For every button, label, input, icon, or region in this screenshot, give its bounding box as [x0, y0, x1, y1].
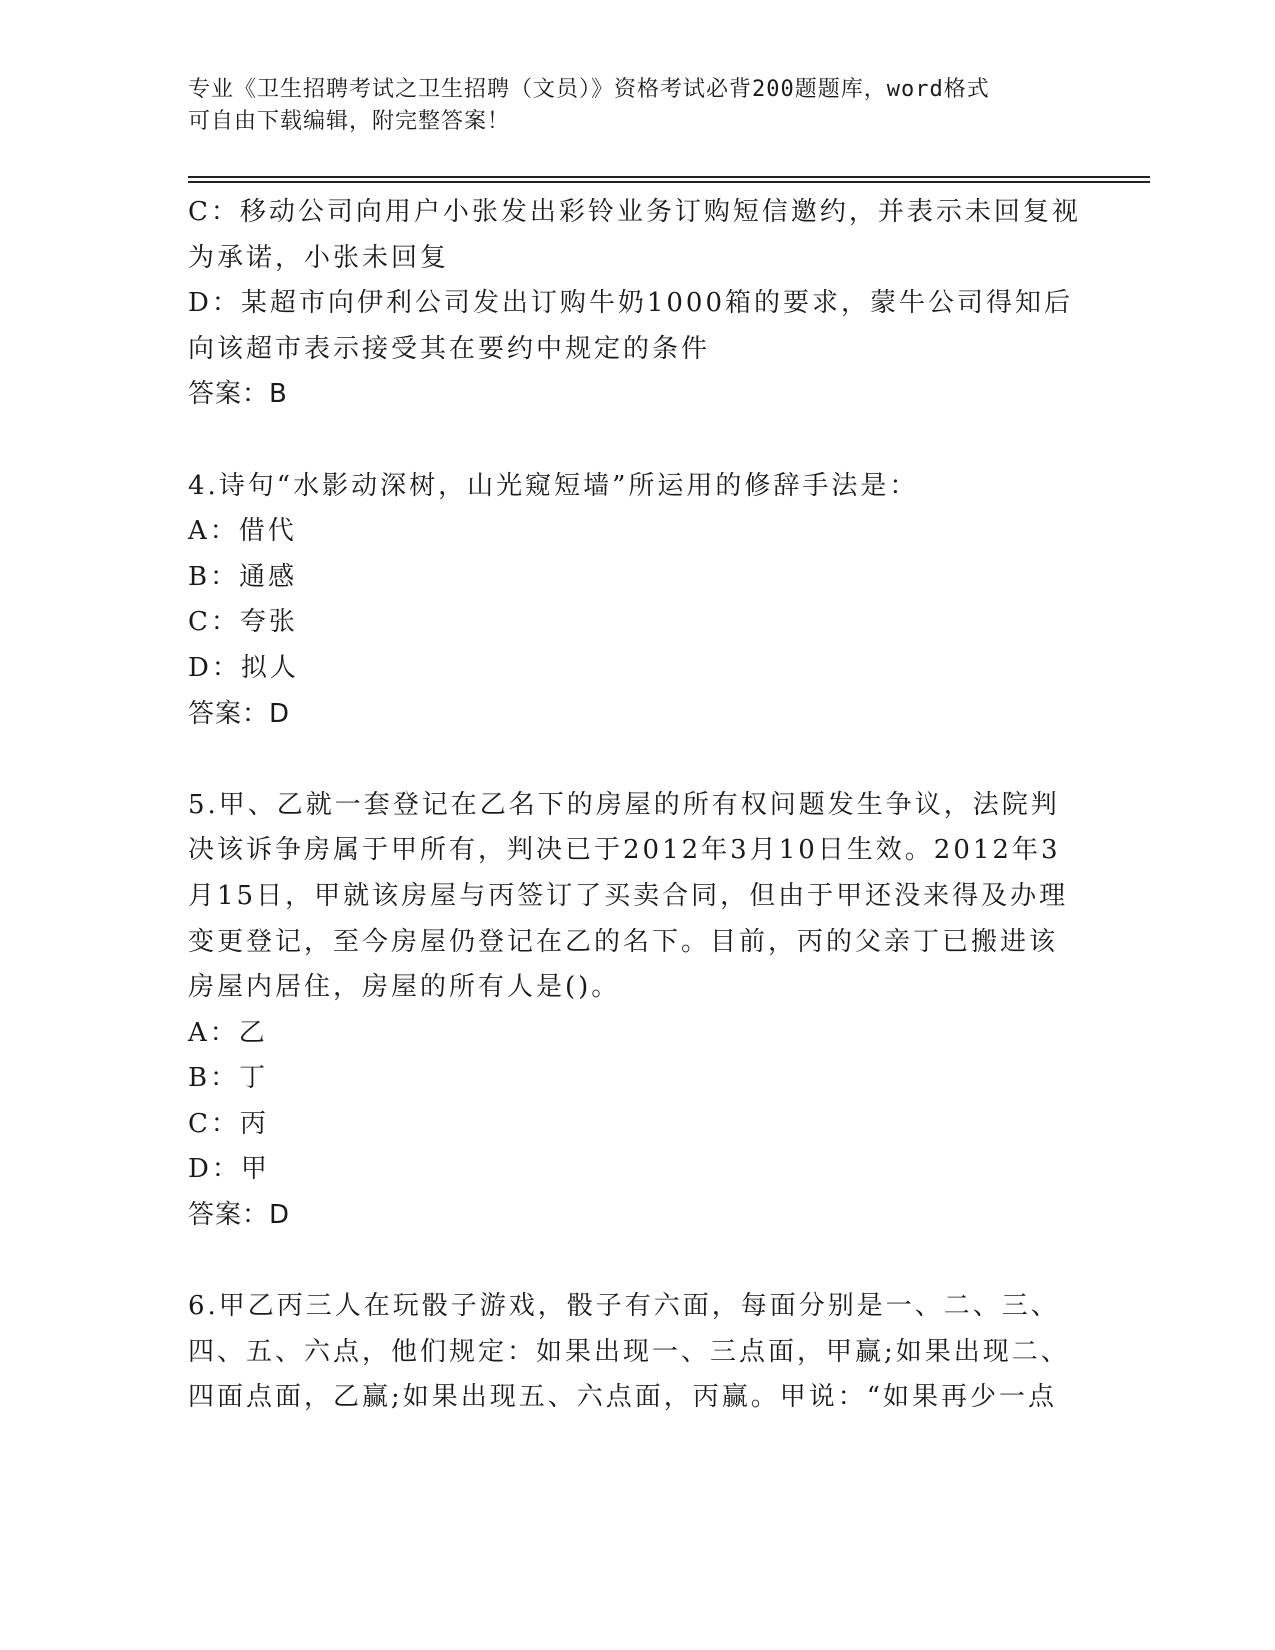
q4-option-c: C：夸张: [188, 607, 298, 638]
q3-option-d-line-2: 向该超市表示接受其在要约中规定的条件: [188, 333, 711, 364]
page-header: [188, 74, 1068, 138]
q5-stem-line-5: 房屋内居住，房屋的所有人是()。: [188, 972, 621, 1003]
q4-option-a: A：借代: [188, 516, 297, 547]
q6-stem-line-3: 四面点面，乙赢;如果出现五、六点面，丙赢。甲说：“如果再少一点: [188, 1382, 1058, 1413]
q5-option-c: C：丙: [188, 1108, 269, 1139]
header-line-1: 专业《卫生招聘考试之卫生招聘（文员）》资格考试必背200题题库，word格式: [188, 77, 990, 102]
spacer: [188, 737, 1088, 783]
q5-stem-line-3: 月15日，甲就该房屋与丙签订了买卖合同，但由于甲还没来得及办理: [188, 880, 1069, 911]
q3-option-c-line-2: 为承诺，小张未回复: [188, 242, 450, 273]
q6-stem-line-2: 四、五、六点，他们规定：如果出现一、三点面，甲赢;如果出现二、: [188, 1336, 1070, 1367]
q5-stem-line-4: 变更登记，至今房屋仍登记在乙的名下。目前，丙的父亲丁已搬进该: [188, 926, 1059, 957]
q5-stem-line-2: 决该诉争房属于甲所有，判决已于2012年3月10日生效。2012年3: [188, 835, 1061, 866]
q3-answer: 答案：B: [188, 379, 288, 410]
q4-option-d: D：拟人: [188, 652, 299, 683]
q5-option-b: B：丁: [188, 1063, 269, 1094]
header-divider-bottom: [188, 181, 1150, 183]
q5-stem-line-1: 5.甲、乙就一套登记在乙名下的房屋的所有权问题发生争议，法院判: [188, 789, 1060, 820]
question-content: [188, 190, 1088, 1421]
q3-option-d-line-1: D：某超市向伊利公司发出订购牛奶1000箱的要求，蒙牛公司得知后: [188, 288, 1074, 319]
q5-answer: 答案：D: [188, 1200, 291, 1231]
q3-option-c-line-1: C：移动公司向用户小张发出彩铃业务订购短信邀约，并表示未回复视: [188, 197, 1081, 227]
spacer: [188, 1239, 1088, 1285]
spacer: [188, 418, 1088, 464]
q4-answer: 答案：D: [188, 698, 291, 729]
q6-stem-line-1: 6.甲乙丙三人在玩骰子游戏，骰子有六面，每面分别是一、二、三、: [188, 1291, 1060, 1322]
header-divider-top: [188, 176, 1150, 178]
q5-option-a: A：乙: [188, 1017, 268, 1048]
q4-stem: 4.诗句“水影动深树，山光窥短墙”所运用的修辞手法是：: [188, 470, 919, 501]
q4-option-b: B：通感: [188, 561, 298, 592]
header-line-2: 可自由下载编辑，附完整答案！: [188, 109, 511, 134]
q5-option-d: D：甲: [188, 1154, 270, 1185]
